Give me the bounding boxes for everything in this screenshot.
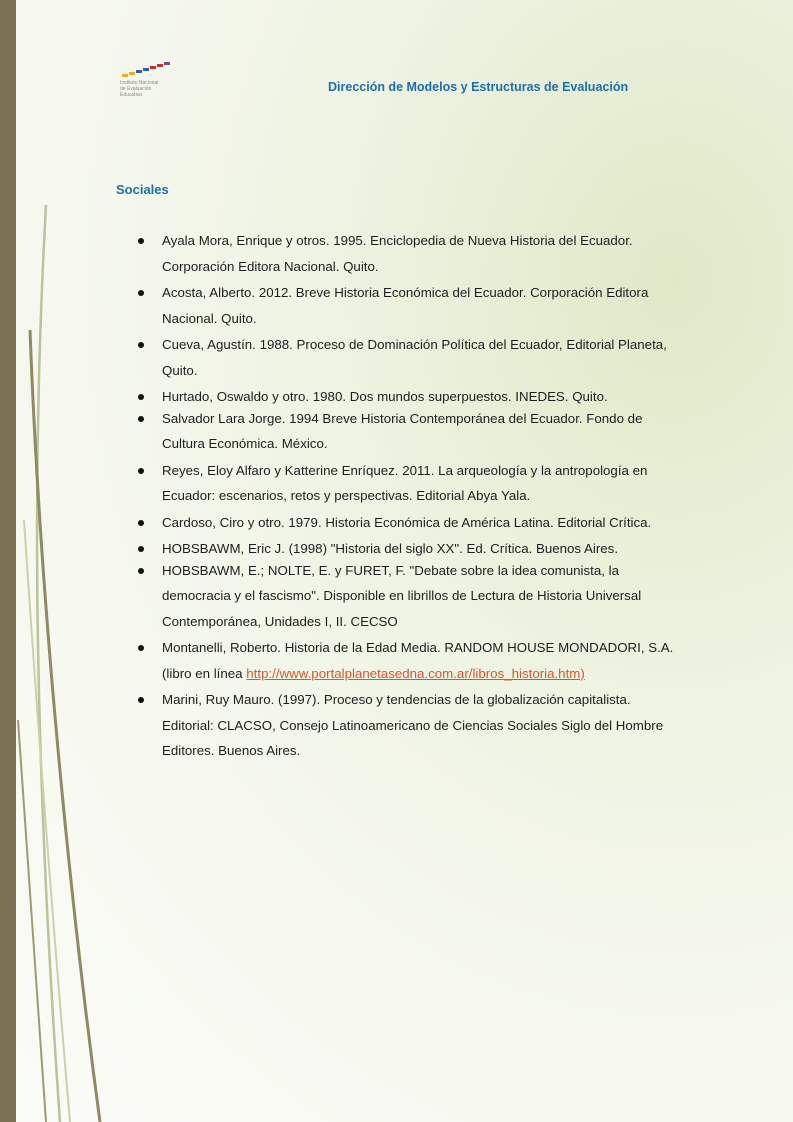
logo-line-3: Educativa: [120, 92, 142, 98]
reference-text: Acosta, Alberto. 2012. Breve Historia Económica del Ecuador. Corporación Editora Nacional. Quito.: [162, 285, 649, 326]
page-side-bar: [0, 0, 16, 1122]
bullet-icon: [138, 416, 144, 422]
bullet-icon: [138, 697, 144, 703]
reference-text: Ayala Mora, Enrique y otros. 1995. Enciclopedia de Nueva Historia del Ecuador. Corporación Editora Nacional. Quito.: [162, 233, 633, 274]
institution-logo: [118, 60, 198, 100]
bullet-icon: [138, 342, 144, 348]
reference-item: [138, 406, 678, 457]
reference-text: Cueva, Agustín. 1988. Proceso de Dominación Política del Ecuador, Editorial Planeta, Quito.: [162, 337, 667, 378]
bullet-icon: [138, 546, 144, 552]
bullet-icon: [138, 238, 144, 244]
reference-text: Marini, Ruy Mauro. (1997). Proceso y tendencias de la globalización capitalista. Editorial: CLACSO, Consejo Latinoamericano de Ciencias Sociales Siglo del Hombre Editores. Buenos Aires.: [162, 692, 664, 758]
bullet-icon: [138, 394, 144, 400]
reference-item: [138, 280, 678, 331]
bullet-icon: [138, 468, 144, 474]
logo-line-2: de Evaluación: [120, 86, 152, 92]
reference-item: [138, 332, 678, 383]
reference-text: Salvador Lara Jorge. 1994 Breve Historia Contemporánea del Ecuador. Fondo de Cultura Económica. México.: [162, 410, 643, 451]
header-title: Dirección de Modelos y Estructuras de Evaluación: [328, 80, 629, 94]
reference-item: [138, 558, 678, 635]
reference-link[interactable]: http://www.portalplanetasedna.com.ar/libros_historia.htm): [246, 665, 585, 681]
reference-item: [138, 635, 678, 686]
bullet-icon: [138, 568, 144, 574]
bullet-icon: [138, 290, 144, 296]
reference-text: HOBSBAWM, E.; NOLTE, E. y FURET, F. "Debate sobre la idea comunista, la democracia y el fascismo". Disponible en librillos de Lectura de Historia Universal Contemporánea, Unidades I, II. CECSO: [162, 562, 642, 629]
reference-item: [138, 687, 678, 764]
reference-list: [138, 228, 678, 765]
reference-item: [138, 228, 678, 279]
logo-line-1: Instituto Nacional: [120, 80, 159, 86]
reference-text: HOBSBAWM, Eric J. (1998) "Historia del siglo XX". Ed. Crítica. Buenos Aires.: [162, 541, 619, 556]
bullet-icon: [138, 520, 144, 526]
reference-text: Reyes, Eloy Alfaro y Katterine Enríquez. 2011. La arqueología y la antropología en Ecuador: escenarios, retos y perspectivas. Editorial Abya Yala.: [162, 462, 648, 503]
section-title: Sociales: [116, 182, 169, 197]
reference-item: [138, 510, 678, 536]
bullet-icon: [138, 645, 144, 651]
reference-text: Montanelli, Roberto. Historia de la Edad Media. RANDOM HOUSE MONDADORI, S.A. (libro en línea: [162, 640, 674, 681]
reference-text: Cardoso, Ciro y otro. 1979. Historia Económica de América Latina. Editorial Crítica.: [162, 514, 652, 530]
reference-item: [138, 458, 678, 509]
reference-text: Hurtado, Oswaldo y otro. 1980. Dos mundos superpuestos. INEDES. Quito.: [162, 389, 608, 404]
